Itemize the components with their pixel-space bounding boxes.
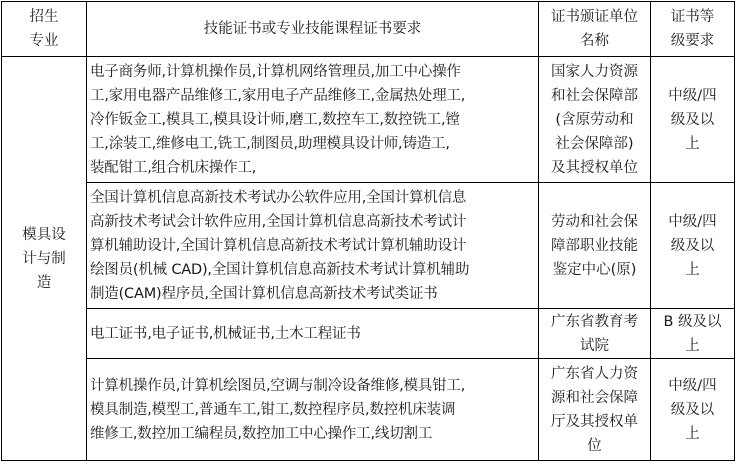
issuer-cell: 广东省教育考 试院 [539,309,651,359]
requirement-cell: 电工证书,电子证书,机械证书,土木工程证书 [87,309,539,359]
issuer-cell: 劳动和社会保 障部职业技能 鉴定中心(原) [539,183,651,309]
issuer-cell: 广东省人力资 源和社会保障 厅及其授权单 位 [539,359,651,461]
table-row [2,183,735,309]
requirement-cell: 电子商务师,计算机操作员,计算机网络管理员,加工中心操作 工,家用电器产品维修工,家用电子产品维修工,金属热处理工, 冷作钣金工,模具工,模具设计师,磨工,数控车工,数控铣工,镗 工,涂装工,维修电工,铣工,制图员,助理模具设计师,铸造工, 装配钳工,组合机床操作工, [87,57,539,183]
level-cell: 中级/四 级及以 上 [651,57,735,183]
header-row [2,2,735,57]
level-cell: 中级/四 级及以 上 [651,183,735,309]
header-major: 招生 专业 [2,2,87,57]
table-row [2,309,735,359]
level-cell: B 级及以 上 [651,309,735,359]
requirement-cell: 全国计算机信息高新技术考试办公软件应用,全国计算机信息 高新技术考试会计软件应用,全国计算机信息高新技术考试计 算机辅助设计,全国计算机信息高新技术考试计算机辅助设计 绘图员(机械 CAD),全国计算机信息高新技术考试计算机辅助 制造(CAM)程序员,全国计算机信息高新技术考试类证书 [87,183,539,309]
issuer-cell: 国家人力资源 和社会保障部 (含原劳动和 社会保障部) 及其授权单位 [539,57,651,183]
table-row [2,359,735,461]
requirement-cell: 计算机操作员,计算机绘图员,空调与制冷设备维修,模具钳工, 模具制造,模型工,普通车工,钳工,数控程序员,数控机床装调 维修工,数控加工编程员,数控加工中心操作工,线切割工 [87,359,539,461]
level-cell: 中级/四 级及以 上 [651,359,735,461]
header-issuer: 证书颁证单位 名称 [539,2,651,57]
major-cell: 模具设 计与制 造 [2,57,87,461]
table-row [2,57,735,183]
header-requirement: 技能证书或专业技能课程证书要求 [87,2,539,57]
certificate-requirements-table [1,1,735,461]
header-level: 证书等 级要求 [651,2,735,57]
